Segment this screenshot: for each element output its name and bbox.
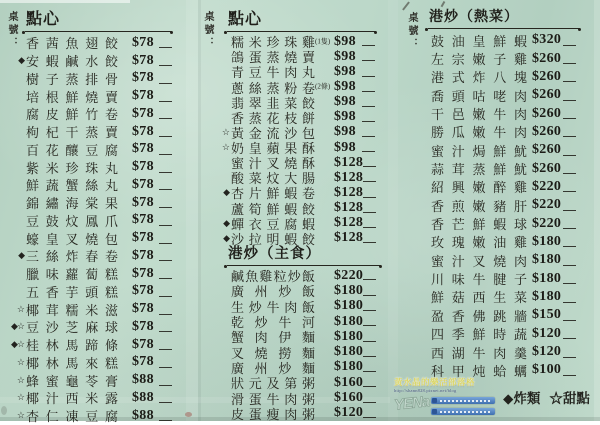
item-price: $120 [532, 325, 562, 341]
item-name: 蒜茸蒸鮮魷 [431, 162, 527, 178]
item-price: $260 [532, 50, 562, 66]
item-name: 沙拉明蝦餃 [231, 231, 315, 247]
order-quantity-blank [563, 35, 576, 46]
item-name: 蜜汁叉燒酥 [231, 156, 315, 172]
item-name: 港式炸八塊 [431, 70, 527, 86]
item-name: 黃金流沙包 [231, 125, 315, 141]
item-name: 干邑嫩牛肉 [431, 107, 527, 123]
order-quantity-blank [563, 90, 576, 101]
menu-item-row [1, 141, 172, 159]
item-name: 盈香佛跳牆 [431, 308, 527, 324]
menu-item-row [1, 70, 172, 88]
item-name: 青豆牛肉丸 [231, 65, 315, 81]
item-price: $150 [532, 307, 562, 323]
item-price: $220 [532, 197, 562, 213]
watermark-blog-url: http://shann828.pixnet.net/blog [394, 388, 457, 393]
menu-item-row [1, 247, 172, 265]
order-quantity-blank [159, 91, 172, 102]
facebook-badge [431, 408, 495, 415]
item-price: $220 [532, 178, 562, 194]
item-name: 豆沙芝麻球 [26, 320, 118, 336]
menu-item-row [1, 389, 172, 407]
order-quantity-blank [363, 219, 376, 228]
table-number-label: 桌號： [6, 11, 17, 50]
item-name: 椰汁西米露 [26, 391, 118, 407]
item-price: $180 [334, 298, 364, 314]
order-quantity-blank [159, 126, 172, 137]
item-name: 左宗嫩子雞 [431, 52, 527, 68]
item-price: $78 [132, 212, 154, 228]
order-quantity-blank [362, 82, 375, 91]
order-quantity-blank [563, 71, 576, 82]
order-quantity-blank [563, 346, 576, 357]
order-quantity-blank [563, 273, 576, 284]
item-price: $98 [334, 79, 356, 94]
item-price: $98 [334, 124, 356, 140]
order-quantity-blank [159, 304, 172, 315]
item-name: 糯米珍珠雞 [231, 35, 315, 51]
order-quantity-blank [159, 393, 172, 404]
item-price: $78 [132, 88, 154, 104]
menu-item-row [406, 269, 576, 287]
item-name: 奶皇蘋果酥 [231, 141, 315, 157]
item-type-marker: ◆ [18, 55, 24, 66]
item-price: $128 [334, 154, 364, 170]
item-name: 鮮蔬蟹絲丸 [26, 178, 118, 194]
item-price: $78 [132, 176, 154, 192]
order-quantity-blank [159, 197, 172, 208]
item-price: $220 [334, 267, 364, 283]
section-title-dimsum: 點心 [25, 6, 172, 32]
order-quantity-blank [159, 322, 172, 333]
item-price: $78 [132, 194, 154, 210]
item-name: 蟹肉伊麵 [231, 330, 315, 346]
item-name: 蔥絲蒸粉卷 [231, 80, 315, 96]
menu-item-row [1, 52, 172, 70]
item-name: 玫瑰嫩油雞 [431, 235, 527, 251]
order-quantity-blank [362, 128, 375, 137]
item-type-marker: ☆ [221, 126, 229, 137]
item-name: 狀元及第粥 [231, 376, 315, 392]
item-name: 廣州炒麵 [231, 360, 315, 376]
item-name: 鮮菇西生菜 [431, 290, 527, 306]
item-name: 蘆筍鮮蝦餃 [231, 201, 315, 217]
item-name: 滑蛋牛肉粥 [231, 391, 315, 407]
order-quantity-blank [363, 332, 376, 341]
item-price: $78 [132, 354, 154, 370]
item-price: $260 [532, 160, 562, 176]
section-staple [206, 242, 376, 421]
item-type-marker: ◆ [18, 250, 24, 261]
item-price: $260 [532, 87, 562, 103]
item-name: 椰茸糯米滋 [26, 302, 118, 318]
item-price: $260 [532, 105, 562, 121]
item-price: $78 [132, 283, 154, 299]
item-name: 廣州炒飯 [231, 284, 315, 300]
item-name: 椰林馬來糕 [26, 355, 118, 371]
item-name: 百花釀豆腐 [26, 142, 118, 158]
item-price: $180 [334, 313, 364, 329]
menu-item-row [206, 406, 375, 421]
item-type-marker: ◆☆ [11, 339, 24, 350]
section-title-staple: 港炒（主食） [227, 242, 381, 266]
order-quantity-blank [363, 188, 376, 197]
item-name: 叉燒撈麵 [231, 345, 315, 361]
item-price: $78 [132, 336, 154, 352]
order-quantity-blank [159, 375, 172, 386]
order-quantity-blank [159, 144, 172, 155]
item-name: 生炒牛肉飯 [231, 299, 315, 315]
item-price: $128 [334, 184, 364, 200]
order-quantity-blank [363, 158, 376, 167]
menu-item-row [1, 283, 172, 301]
order-quantity-blank [159, 55, 172, 66]
order-quantity-blank [563, 108, 576, 119]
item-price: $100 [532, 362, 562, 378]
item-name: 鼓油皇鮮蝦 [431, 33, 527, 49]
order-quantity-blank [159, 38, 172, 49]
item-price: $180 [532, 288, 562, 304]
menu-item-row [1, 34, 172, 52]
item-type-marker: ◆ [223, 232, 229, 243]
item-name: 酸菜炆大腸 [231, 171, 315, 187]
legend [503, 387, 590, 407]
order-quantity-blank [563, 236, 576, 247]
menu-item-row [1, 158, 172, 176]
item-price: $180 [532, 270, 562, 286]
order-quantity-blank [159, 73, 172, 84]
item-name: 蜂蜜龜苓膏 [26, 373, 118, 389]
item-price: $78 [132, 34, 154, 50]
paper-crease [198, 0, 201, 421]
order-quantity-blank [159, 286, 172, 297]
menu-item-row [1, 300, 172, 318]
menu-item-row [406, 104, 576, 122]
item-name: 鹹魚雞粒炒飯 [231, 269, 315, 285]
item-price: $128 [334, 169, 364, 185]
item-name: 錦繡海棠果 [26, 196, 118, 212]
item-price: $180 [532, 252, 562, 268]
order-quantity-blank [159, 109, 172, 120]
menu-item-row [406, 214, 576, 232]
item-price: $320 [532, 32, 562, 48]
item-price: $128 [334, 230, 364, 246]
menu-item-row [406, 49, 576, 67]
item-price: $98 [334, 94, 356, 110]
menu-item-row [1, 176, 172, 194]
order-quantity-blank [363, 286, 376, 295]
order-quantity-blank [362, 97, 375, 106]
item-price: $78 [132, 141, 154, 157]
order-quantity-blank [159, 180, 172, 191]
item-price: $98 [334, 63, 356, 79]
item-price: $98 [334, 139, 356, 155]
blog-watermark [393, 376, 494, 414]
menu-item-row [406, 196, 576, 214]
order-quantity-blank [159, 251, 172, 262]
menu-item-row [406, 31, 576, 49]
menu-item-row [1, 265, 172, 283]
item-price: $78 [132, 159, 154, 175]
item-price: $78 [132, 230, 154, 246]
order-quantity-blank [563, 255, 576, 266]
order-quantity-blank [159, 357, 172, 368]
order-quantity-blank [362, 113, 375, 122]
menu-item-row [406, 306, 576, 324]
menu-item-row [1, 194, 172, 212]
order-quantity-blank [563, 145, 576, 156]
item-name: 紹興嫩醉雞 [431, 180, 527, 196]
order-quantity-blank [563, 291, 576, 302]
menu-item-row [1, 318, 172, 336]
item-price: $180 [334, 282, 364, 298]
item-name: 培根鮮燒賣 [26, 89, 118, 105]
watermark-logo: YENa [393, 393, 430, 414]
menu-list-dimsum-left [1, 34, 173, 425]
item-price: $120 [334, 405, 364, 421]
item-price: $98 [334, 33, 356, 49]
item-type-marker: ◆☆ [11, 321, 24, 332]
item-name: 安蝦鹹水餃 [26, 54, 118, 70]
item-price: $260 [532, 123, 562, 139]
item-price: $78 [132, 105, 154, 121]
item-price: $88 [132, 389, 154, 405]
menu-item-row [1, 371, 172, 389]
menu-item-row [1, 212, 172, 230]
order-quantity-blank [563, 200, 576, 211]
menu-item-row [406, 288, 576, 306]
item-name: 皮蛋瘦肉粥 [231, 406, 315, 422]
item-price: $180 [334, 359, 364, 375]
menu-item-row [406, 251, 576, 269]
item-name: 桂林馬蹄條 [26, 338, 118, 354]
item-price: $120 [532, 344, 562, 360]
item-price: $98 [334, 48, 356, 64]
order-quantity-blank [363, 317, 376, 326]
order-quantity-blank [563, 126, 576, 137]
order-quantity-blank [159, 339, 172, 350]
item-type-marker: ☆ [16, 410, 24, 421]
menu-item-row [1, 123, 172, 141]
order-quantity-blank [563, 163, 576, 174]
paper-crease [388, 0, 398, 421]
menu-item-row [1, 354, 172, 372]
item-name: 杏片鮮蝦卷 [231, 186, 315, 202]
item-price: $78 [132, 318, 154, 334]
menu-item-row [406, 159, 576, 177]
section-title-hot: 港炒（熱菜） [428, 6, 580, 29]
menu-item-row [1, 229, 172, 247]
order-quantity-blank [363, 363, 376, 372]
order-quantity-blank [159, 215, 172, 226]
order-quantity-blank [363, 409, 376, 418]
item-price: $180 [334, 328, 364, 344]
item-name: 腐皮鮮竹卷 [26, 107, 118, 123]
paper-crease [186, 0, 198, 421]
menu-item-row [1, 336, 172, 354]
order-quantity-blank [362, 37, 375, 46]
item-unit-note: (1隻) [315, 37, 331, 46]
menu-item-row [406, 141, 576, 159]
item-name: 蟬衣豆腐蝦 [231, 216, 315, 232]
item-type-marker: ☆ [221, 142, 229, 153]
item-price: $88 [132, 372, 154, 388]
order-quantity-blank [159, 162, 172, 173]
item-name: 西湖牛肉羹 [431, 345, 527, 361]
table-number-label: 桌號： [406, 12, 417, 51]
item-price: $78 [132, 52, 154, 68]
item-type-marker: ◆ [223, 217, 229, 228]
section-hot-dishes [406, 6, 582, 380]
order-quantity-blank [563, 181, 576, 192]
item-name: 喬頭咕咾肉 [431, 88, 527, 104]
menu-item-row [406, 343, 576, 361]
item-name: 香芒鮮蝦球 [431, 217, 527, 233]
item-price: $78 [132, 301, 154, 317]
item-name: 紫米珍珠丸 [26, 160, 118, 176]
item-name: 香煎嫩豬肝 [431, 198, 527, 214]
item-price: $220 [532, 215, 562, 231]
order-quantity-blank [363, 378, 376, 387]
item-name: 川味牛腱子 [431, 272, 527, 288]
item-price: $128 [334, 215, 364, 231]
item-name: 杏仁凍豆腐 [26, 409, 118, 425]
menu-item-row [406, 178, 576, 196]
menu-item-row [406, 86, 576, 104]
item-name: 蜜汁叉燒肉 [431, 253, 527, 269]
menu-list-hot [406, 31, 582, 380]
item-name: 三絲炸春卷 [26, 249, 118, 265]
facebook-badge [431, 397, 495, 404]
item-name: 鴿蛋蒸燒賣 [231, 50, 315, 66]
paper-smudge [185, 412, 192, 417]
order-quantity-blank [362, 143, 375, 152]
item-price: $260 [532, 68, 562, 84]
item-name: 科甲炖蛤蠣 [431, 363, 527, 379]
order-quantity-blank [563, 328, 576, 339]
order-quantity-blank [563, 53, 576, 64]
item-type-marker: ☆ [16, 392, 24, 403]
item-name: 臘味蘿蔔糕 [26, 267, 118, 283]
order-quantity-blank [363, 271, 376, 280]
menu-item-row [406, 123, 576, 141]
item-type-marker: ◆ [223, 187, 229, 198]
item-name: 樹子蒸排骨 [26, 71, 118, 87]
item-price: $78 [132, 123, 154, 139]
item-type-marker: ☆ [16, 356, 24, 367]
item-price: $88 [132, 407, 154, 423]
item-name: 翡翠韭菜餃 [231, 95, 315, 111]
item-name: 乾炒牛河 [231, 315, 315, 331]
order-quantity-blank [563, 365, 576, 376]
order-quantity-blank [362, 67, 375, 76]
order-quantity-blank [363, 173, 376, 182]
item-name: 豆鼓炆鳳爪 [26, 213, 118, 229]
order-quantity-blank [363, 393, 376, 402]
item-type-marker: ☆ [16, 303, 24, 314]
paper-edge [594, 0, 600, 421]
item-name: 四季鮮時蔬 [431, 327, 527, 343]
item-name: 香茜魚翅餃 [26, 36, 118, 52]
menu-item-row [406, 325, 576, 343]
order-quantity-blank [563, 310, 576, 321]
section-dimsum-left [1, 6, 173, 425]
order-quantity-blank [159, 410, 172, 421]
legend-fried: ◆炸類 [503, 391, 541, 406]
item-price: $160 [334, 390, 364, 406]
watermark-blog-title: 黃水晶的樂活部落格 [394, 377, 476, 387]
order-quantity-blank [363, 347, 376, 356]
item-price: $160 [334, 374, 364, 390]
item-price: $260 [532, 142, 562, 158]
section-title-dimsum: 點心 [227, 6, 376, 32]
item-name: 枸杞干蒸賣 [26, 125, 118, 141]
menu-item-row [1, 407, 172, 425]
item-price: $78 [132, 265, 154, 281]
menu-item-row [1, 105, 172, 123]
order-quantity-blank [362, 52, 375, 61]
item-name: 蠔皇叉燒包 [26, 231, 118, 247]
order-quantity-blank [159, 233, 172, 244]
item-type-marker: ☆ [16, 374, 24, 385]
item-price: $180 [334, 344, 364, 360]
section-dimsum-mid [206, 6, 376, 246]
menu-item-row [406, 68, 576, 86]
order-quantity-blank [363, 203, 376, 212]
item-name: 香蒸花枝餅 [231, 110, 315, 126]
menu-list-staple [206, 268, 376, 421]
item-price: $180 [532, 233, 562, 249]
item-price: $78 [132, 247, 154, 263]
menu-item-row [1, 87, 172, 105]
order-quantity-blank [159, 268, 172, 279]
paper-edge [0, 0, 130, 3]
table-number-label: 桌號： [202, 11, 213, 50]
item-name: 五香芋頭糕 [26, 284, 118, 300]
item-price: $128 [334, 200, 364, 216]
item-price: $78 [132, 70, 154, 86]
menu-list-dimsum-mid [206, 34, 376, 246]
item-unit-note: (2條) [315, 82, 331, 91]
item-price: $98 [334, 109, 356, 125]
order-quantity-blank [363, 302, 376, 311]
item-name: 蜜汁焗鮮魷 [431, 143, 527, 159]
order-quantity-blank [563, 218, 576, 229]
item-name: 勝瓜嫩牛肉 [431, 125, 527, 141]
menu-item-row [406, 233, 576, 251]
legend-dessert: ☆甜點 [549, 391, 590, 406]
